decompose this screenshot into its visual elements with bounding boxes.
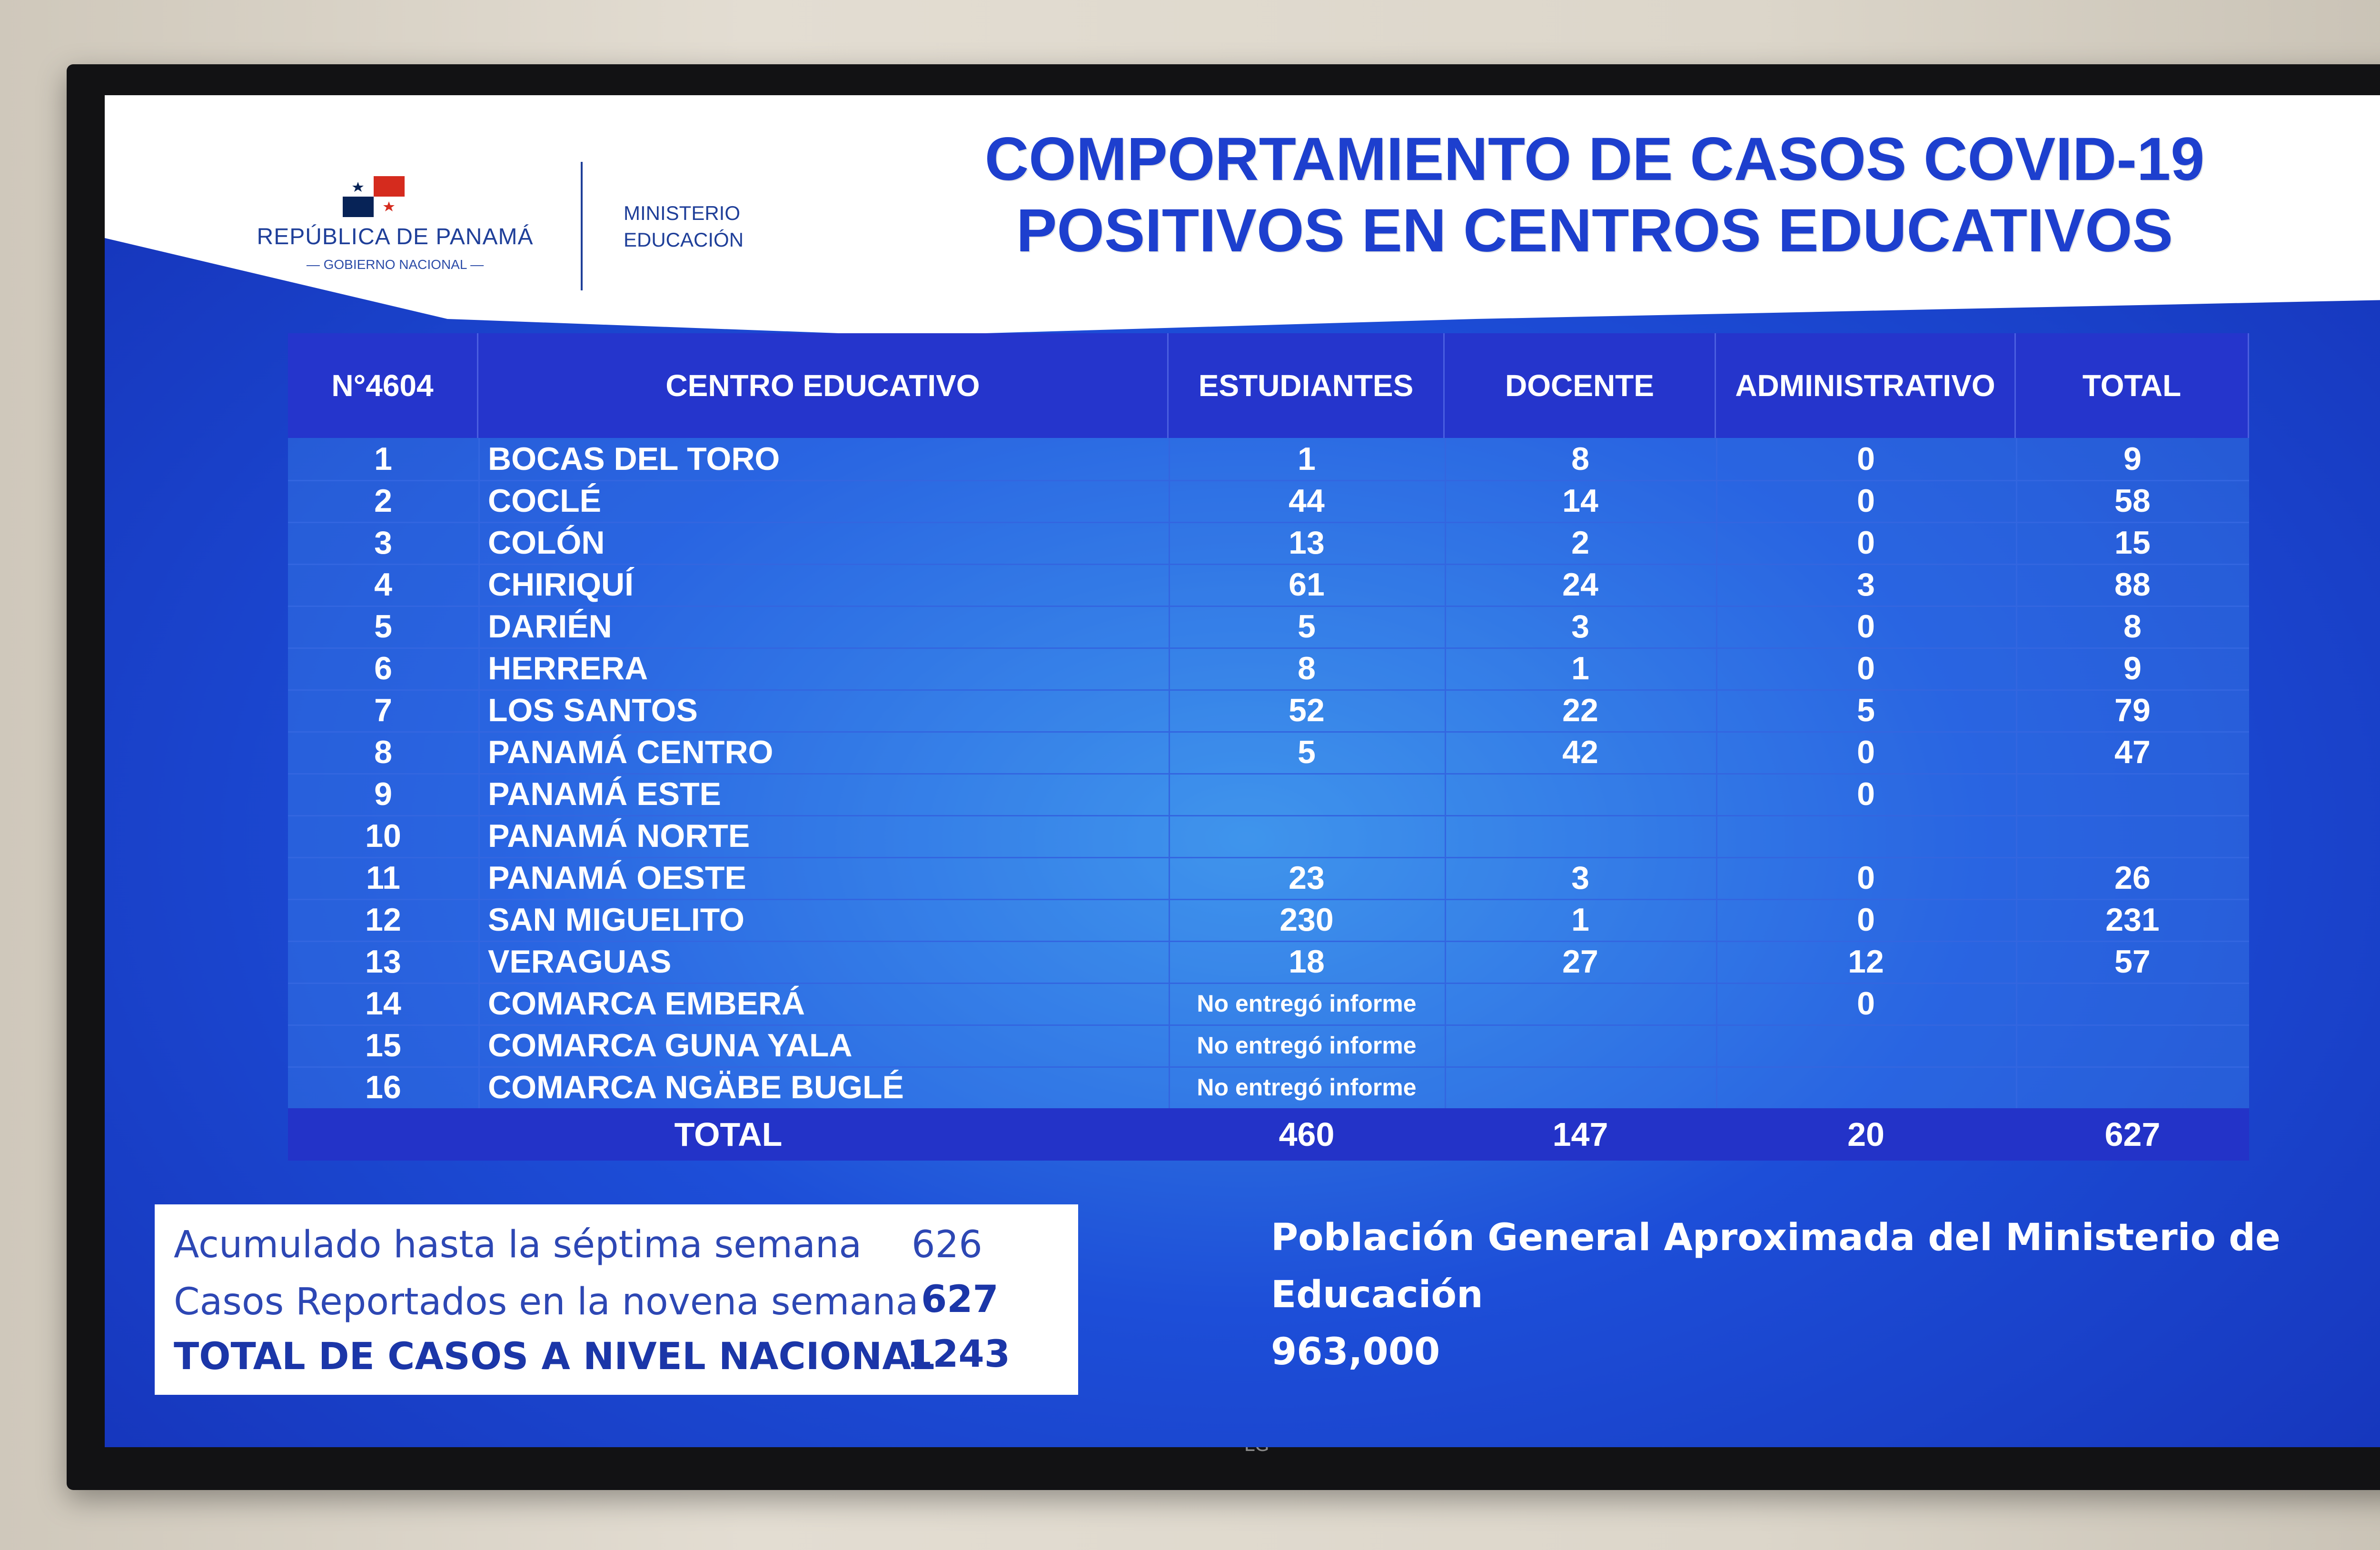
table-row bbox=[288, 689, 2249, 733]
table-cell-doc: 14 bbox=[1562, 483, 1598, 519]
table-cell-name: COMARCA GUNA YALA bbox=[488, 1027, 853, 1063]
table-cell-num: 16 bbox=[365, 1069, 401, 1105]
table-row bbox=[288, 480, 2249, 523]
table-cell-num: 5 bbox=[374, 608, 392, 645]
column-header-estudiantes: ESTUDIANTES bbox=[1169, 333, 1445, 438]
total-cell-tot: 627 bbox=[2104, 1116, 2161, 1153]
table-cell-num: 15 bbox=[365, 1027, 401, 1063]
table-row bbox=[288, 522, 2249, 565]
table-total-row bbox=[288, 1108, 2249, 1161]
slide-title bbox=[904, 124, 2285, 267]
summary-accumulated-value: 626 bbox=[912, 1223, 982, 1266]
table-cell-tot: 58 bbox=[2114, 483, 2151, 519]
table-cell-doc: 27 bbox=[1562, 944, 1598, 980]
table-cell-name: CHIRIQUÍ bbox=[488, 566, 634, 603]
table-cell-est: 13 bbox=[1289, 525, 1325, 561]
table-cell-est: 52 bbox=[1289, 692, 1325, 728]
table-cell-est bbox=[1169, 815, 1445, 857]
table-cell-name: PANAMÁ ESTE bbox=[488, 776, 721, 812]
table-cell-name: BOCAS DEL TORO bbox=[488, 441, 780, 477]
table-cell-tot: 47 bbox=[2114, 734, 2151, 770]
table-cell-num: 13 bbox=[365, 944, 401, 980]
column-header-number: N°4604 bbox=[288, 333, 478, 438]
summary-total-label: TOTAL DE CASOS A NIVEL NACIONAL bbox=[174, 1335, 935, 1378]
table-cell-adm bbox=[1716, 815, 2016, 857]
table-cell-est: 8 bbox=[1298, 650, 1316, 686]
table-cell-num: 1 bbox=[374, 441, 392, 477]
total-cell-label: TOTAL bbox=[674, 1116, 783, 1153]
table-row bbox=[288, 983, 2249, 1026]
table-cell-doc: 22 bbox=[1562, 692, 1598, 728]
summary-box bbox=[155, 1204, 1078, 1395]
column-header-centro: CENTRO EDUCATIVO bbox=[478, 333, 1169, 438]
table-cell-num: 4 bbox=[374, 566, 392, 603]
table-cell-est: No entregó informe bbox=[1197, 990, 1417, 1017]
table-cell-adm: 0 bbox=[1857, 650, 1875, 686]
table-cell-tot: 9 bbox=[2123, 441, 2142, 477]
summary-week-label: Casos Reportados en la novena semana bbox=[174, 1281, 919, 1323]
table-cell-num: 9 bbox=[374, 776, 392, 812]
table-cell-name: PANAMÁ CENTRO bbox=[488, 734, 774, 770]
table-cell-adm bbox=[1716, 1024, 2016, 1066]
government-label: — GOBIERNO NACIONAL — bbox=[306, 257, 484, 272]
table-cell-adm bbox=[1716, 1066, 2016, 1108]
table-cell-est: 44 bbox=[1289, 483, 1325, 519]
ministry-line-1: MINISTERIO bbox=[624, 202, 741, 224]
table-cell-num: 11 bbox=[366, 860, 400, 896]
summary-accumulated-label: Acumulado hasta la séptima semana bbox=[174, 1223, 862, 1266]
ministry-label bbox=[624, 200, 795, 253]
presentation-slide bbox=[105, 95, 2380, 1447]
table-cell-name: HERRERA bbox=[488, 650, 648, 686]
table-cell-doc bbox=[1445, 815, 1716, 857]
table-cell-name: COMARCA NGÄBE BUGLÉ bbox=[488, 1069, 904, 1105]
table-cell-name: DARIÉN bbox=[488, 608, 612, 645]
table-cell-adm: 0 bbox=[1857, 902, 1875, 938]
table-cell-adm: 0 bbox=[1857, 483, 1875, 519]
table-cell-adm: 0 bbox=[1857, 441, 1875, 477]
table-cell-doc bbox=[1445, 1066, 1716, 1108]
table-cell-adm: 5 bbox=[1857, 692, 1875, 728]
table-cell-name: COCLÉ bbox=[488, 483, 601, 519]
table-cell-adm: 12 bbox=[1848, 944, 1884, 980]
table-row bbox=[288, 1066, 2249, 1110]
population-label: Población General Aproximada del Ministerio de Educación bbox=[1271, 1216, 2281, 1316]
table-cell-est: 18 bbox=[1289, 944, 1325, 980]
table-cell-num: 14 bbox=[365, 985, 401, 1022]
table-row bbox=[288, 773, 2249, 816]
table-cell-name: PANAMÁ NORTE bbox=[488, 818, 750, 854]
table-cell-tot: 57 bbox=[2114, 944, 2151, 980]
table-cell-doc: 3 bbox=[1571, 860, 1589, 896]
table-cell-adm: 0 bbox=[1857, 608, 1875, 645]
table-cell-name: PANAMÁ OESTE bbox=[488, 860, 746, 896]
table-row bbox=[288, 857, 2249, 900]
table-cell-tot: 15 bbox=[2114, 525, 2151, 561]
table-cell-num: 10 bbox=[365, 818, 401, 854]
republic-label: REPÚBLICA DE PANAMÁ bbox=[257, 224, 534, 249]
title-line-1: COMPORTAMIENTO DE CASOS COVID-19 bbox=[984, 125, 2205, 193]
logo-divider bbox=[581, 162, 583, 290]
column-header-docente: DOCENTE bbox=[1445, 333, 1716, 438]
table-cell-name: COLÓN bbox=[488, 525, 605, 561]
table-cell-doc bbox=[1445, 1024, 1716, 1066]
table-cell-name: COMARCA EMBERÁ bbox=[488, 985, 805, 1022]
table-cell-doc: 1 bbox=[1571, 650, 1589, 686]
table-cell-est: 5 bbox=[1298, 608, 1316, 645]
population-value: 963,000 bbox=[1271, 1331, 1440, 1373]
table-cell-est bbox=[1169, 773, 1445, 815]
table-cell-est: 230 bbox=[1279, 902, 1334, 938]
table-cell-adm: 0 bbox=[1857, 525, 1875, 561]
summary-week-value: 627 bbox=[921, 1278, 999, 1321]
column-header-administrativo: ADMINISTRATIVO bbox=[1716, 333, 2016, 438]
total-cell-adm: 20 bbox=[1847, 1116, 1884, 1153]
panama-flag-icon bbox=[343, 176, 405, 217]
table-cell-adm: 0 bbox=[1857, 860, 1875, 896]
table-row bbox=[288, 564, 2249, 607]
table-cell-num: 7 bbox=[374, 692, 392, 728]
table-row bbox=[288, 438, 2249, 481]
table-cell-doc bbox=[1445, 983, 1716, 1024]
column-header-total: TOTAL bbox=[2016, 333, 2249, 438]
table-cell-tot bbox=[2016, 815, 2249, 857]
table-row bbox=[288, 899, 2249, 942]
title-line-2: POSITIVOS EN CENTROS EDUCATIVOS bbox=[1016, 197, 2173, 265]
table-cell-tot: 26 bbox=[2114, 860, 2151, 896]
table-cell-num: 3 bbox=[374, 525, 392, 561]
table-cell-adm: 3 bbox=[1857, 566, 1875, 603]
table-cell-est: No entregó informe bbox=[1197, 1032, 1417, 1059]
table-cell-doc: 2 bbox=[1571, 525, 1589, 561]
table-cell-tot bbox=[2016, 983, 2249, 1024]
table-row bbox=[288, 647, 2249, 691]
table-cell-tot: 9 bbox=[2123, 650, 2142, 686]
table-row bbox=[288, 815, 2249, 858]
table-cell-tot: 231 bbox=[2105, 902, 2160, 938]
table-cell-tot: 88 bbox=[2114, 566, 2151, 603]
table-cell-est: 1 bbox=[1298, 441, 1316, 477]
table-cell-adm: 0 bbox=[1857, 985, 1875, 1022]
table-row bbox=[288, 1024, 2249, 1068]
total-cell-doc: 147 bbox=[1552, 1116, 1608, 1153]
table-row bbox=[288, 731, 2249, 775]
table-cell-doc: 8 bbox=[1571, 441, 1589, 477]
table-cell-name: SAN MIGUELITO bbox=[488, 902, 744, 938]
table-cell-doc: 3 bbox=[1571, 608, 1589, 645]
table-cell-adm: 0 bbox=[1857, 734, 1875, 770]
summary-total-value: 1243 bbox=[907, 1333, 1011, 1376]
table-cell-est: No entregó informe bbox=[1197, 1074, 1417, 1101]
table-cell-adm: 0 bbox=[1857, 776, 1875, 812]
table-cell-doc: 24 bbox=[1562, 566, 1598, 603]
table-cell-name: VERAGUAS bbox=[488, 944, 672, 980]
table-cell-tot bbox=[2016, 1066, 2249, 1108]
table-cell-name: LOS SANTOS bbox=[488, 692, 698, 728]
table-cell-tot: 79 bbox=[2114, 692, 2151, 728]
table-cell-doc: 42 bbox=[1562, 734, 1598, 770]
table-cell-num: 12 bbox=[365, 902, 401, 938]
table-cell-num: 6 bbox=[374, 650, 392, 686]
table-cell-tot bbox=[2016, 773, 2249, 815]
ministry-line-2: EDUCACIÓN bbox=[624, 229, 744, 251]
table-cell-est: 61 bbox=[1289, 566, 1325, 603]
table-cell-tot bbox=[2016, 1024, 2249, 1066]
total-cell-est: 460 bbox=[1279, 1116, 1335, 1153]
table-cell-num: 2 bbox=[374, 483, 392, 519]
table-row bbox=[288, 941, 2249, 984]
table-cell-doc: 1 bbox=[1571, 902, 1589, 938]
population-info bbox=[1271, 1209, 2366, 1381]
table-row bbox=[288, 606, 2249, 649]
table-cell-num: 8 bbox=[374, 734, 392, 770]
table-cell-tot: 8 bbox=[2123, 608, 2142, 645]
table-cell-est: 5 bbox=[1298, 734, 1316, 770]
table-cell-est: 23 bbox=[1289, 860, 1325, 896]
table-cell-doc bbox=[1445, 773, 1716, 815]
